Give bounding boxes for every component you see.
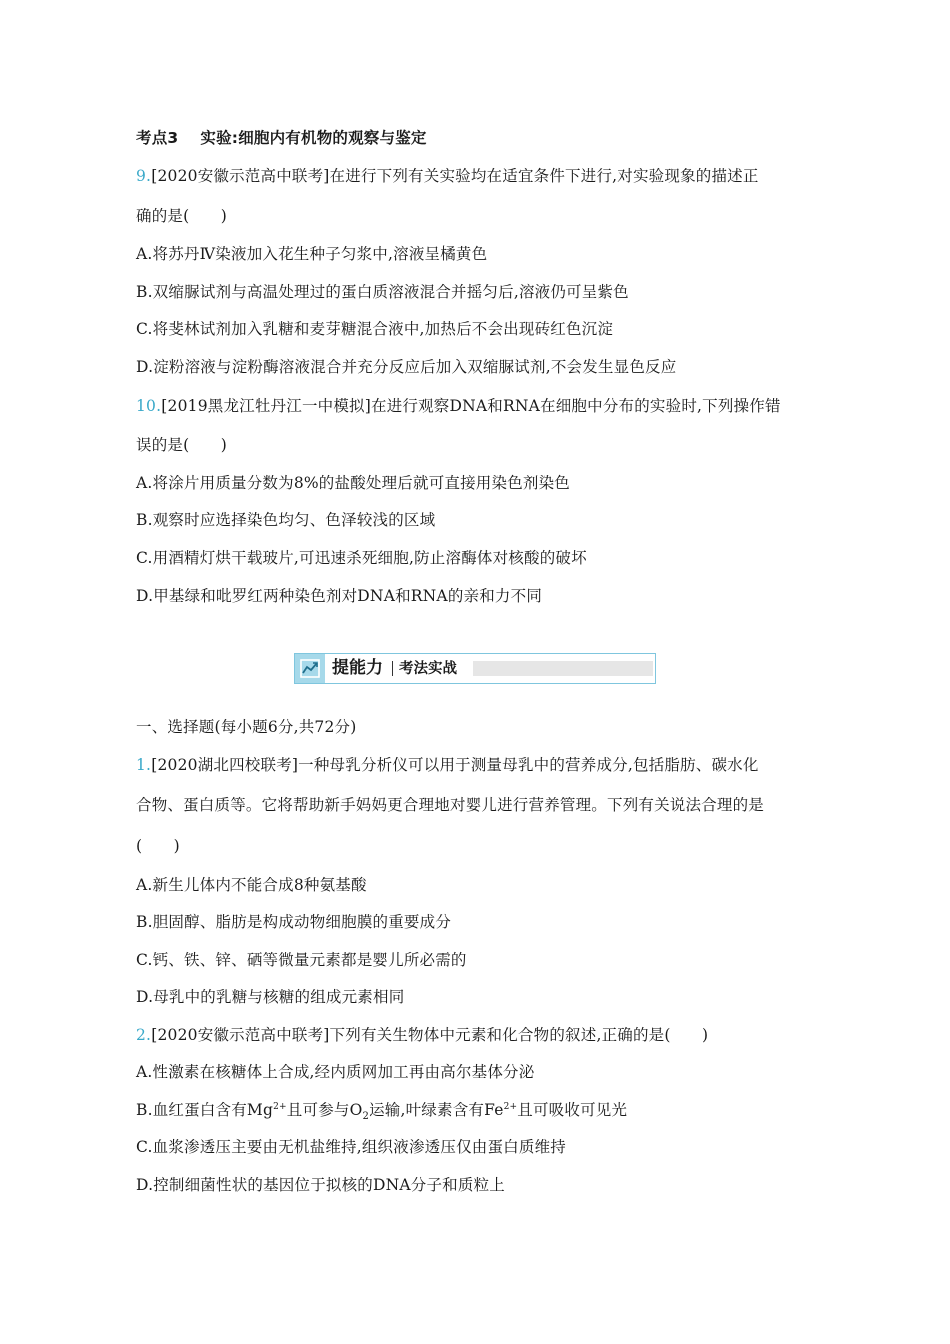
question-1-stem-cont2: ( ) bbox=[136, 837, 180, 855]
part-heading: 一、选择题(每小题6分,共72分) bbox=[136, 718, 357, 736]
option-text: 运输,叶绿素含有Fe bbox=[369, 1101, 504, 1119]
question-9-option-a: A.将苏丹Ⅳ染液加入花生种子匀浆中,溶液呈橘黄色 bbox=[136, 245, 488, 263]
chart-trend-icon bbox=[295, 654, 325, 683]
question-10-option-b: B.观察时应选择染色均匀、色泽较浅的区域 bbox=[136, 511, 436, 529]
question-9-option-c: C.将斐林试剂加入乳糖和麦芽糖混合液中,加热后不会出现砖红色沉淀 bbox=[136, 320, 614, 338]
section-banner bbox=[294, 653, 656, 684]
question-text: [2019黑龙江牡丹江一中模拟]在进行观察DNA和RNA在细胞中分布的实验时,下列操作错 bbox=[161, 397, 781, 415]
question-number: 2. bbox=[136, 1026, 152, 1044]
question-text: [2020安徽示范高中联考]下列有关生物体中元素和化合物的叙述,正确的是( ) bbox=[151, 1026, 709, 1044]
question-9-stem bbox=[136, 166, 759, 186]
question-10-option-a: A.将涂片用质量分数为8%的盐酸处理后就可直接用染色剂染色 bbox=[136, 474, 571, 492]
question-1-option-d: D.母乳中的乳糖与核糖的组成元素相同 bbox=[136, 988, 405, 1006]
question-1-stem bbox=[136, 755, 759, 775]
question-number: 1. bbox=[136, 756, 152, 774]
question-9-option-d: D.淀粉溶液与淀粉酶溶液混合并充分反应后加入双缩脲试剂,不会发生显色反应 bbox=[136, 358, 677, 376]
option-text: 且可吸收可见光 bbox=[517, 1101, 628, 1119]
option-text: 且可参与O bbox=[286, 1101, 363, 1119]
question-10-stem bbox=[136, 396, 781, 416]
superscript: 2+ bbox=[503, 1101, 518, 1112]
question-1-option-b: B.胆固醇、脂肪是构成动物细胞膜的重要成分 bbox=[136, 913, 452, 931]
question-text: [2020湖北四校联考]一种母乳分析仪可以用于测量母乳中的营养成分,包括脂肪、碳水化 bbox=[151, 756, 759, 774]
question-10-stem-cont: 误的是( ) bbox=[136, 436, 227, 454]
section-heading bbox=[136, 128, 427, 148]
banner-subtitle: 考法实战 bbox=[399, 661, 457, 677]
subscript: 2 bbox=[362, 1111, 370, 1123]
superscript: 2+ bbox=[273, 1101, 287, 1112]
question-2-option-b bbox=[136, 1100, 628, 1123]
question-number: 9. bbox=[136, 167, 152, 185]
question-1-stem-cont: 合物、蛋白质等。它将帮助新手妈妈更合理地对婴儿进行营养管理。下列有关说法合理的是 bbox=[136, 796, 765, 814]
question-9-stem-cont: 确的是( ) bbox=[136, 207, 227, 225]
question-10-option-d: D.甲基绿和吡罗红两种染色剂对DNA和RNA的亲和力不同 bbox=[136, 587, 543, 605]
section-label: 考点3 bbox=[136, 129, 179, 147]
question-text: [2020安徽示范高中联考]在进行下列有关实验均在适宜条件下进行,对实验现象的描述正 bbox=[151, 167, 759, 185]
question-9-option-b: B.双缩脲试剂与高温处理过的蛋白质溶液混合并摇匀后,溶液仍可呈紫色 bbox=[136, 283, 629, 301]
question-2-stem bbox=[136, 1025, 708, 1045]
banner-title: 提能力 bbox=[332, 658, 383, 678]
question-1-option-c: C.钙、铁、锌、硒等微量元素都是婴儿所必需的 bbox=[136, 951, 467, 969]
question-1-option-a: A.新生儿体内不能合成8种氨基酸 bbox=[136, 876, 367, 894]
question-number: 10. bbox=[136, 397, 162, 415]
question-2-option-a: A.性激素在核糖体上合成,经内质网加工再由高尔基体分泌 bbox=[136, 1063, 535, 1081]
section-title: 实验:细胞内有机物的观察与鉴定 bbox=[200, 129, 427, 147]
question-2-option-c: C.血浆渗透压主要由无机盐维持,组织液渗透压仅由蛋白质维持 bbox=[136, 1138, 566, 1156]
question-10-option-c: C.用酒精灯烘干载玻片,可迅速杀死细胞,防止溶酶体对核酸的破坏 bbox=[136, 549, 587, 567]
option-text: B.血红蛋白含有Mg bbox=[136, 1101, 274, 1119]
question-2-option-d: D.控制细菌性状的基因位于拟核的DNA分子和质粒上 bbox=[136, 1176, 505, 1194]
banner-bar bbox=[473, 661, 653, 676]
banner-divider bbox=[392, 661, 393, 676]
